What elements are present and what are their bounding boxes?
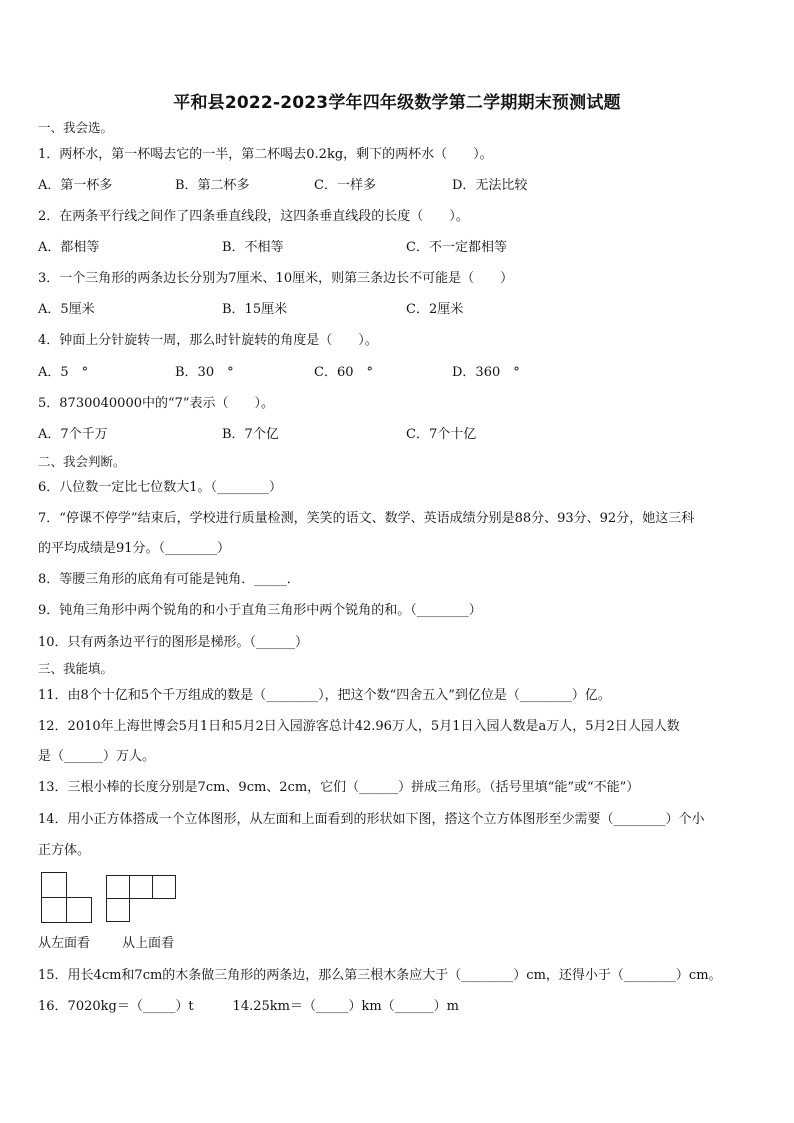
left-view-square [41, 897, 67, 923]
question-1: 1．两杯水，第一杯喝去它的一半，第二杯喝去0.2kg，剩下的两杯水（ ）。 [38, 147, 493, 162]
question-8: 8．等腰三角形的底角有可能是钝角．_____． [38, 572, 300, 587]
q3-option-c: C．2厘米 [406, 302, 464, 317]
section-heading-fill: 三、我能填。 [38, 661, 114, 676]
top-view-square [106, 898, 130, 922]
question-14-line-1: 14．用小正方体搭成一个立体图形，从左面和上面看到的形状如下图，搭这个立方体图形至少需要（________）个小 [38, 812, 705, 827]
section-heading-judge: 二、我会判断。 [38, 454, 126, 469]
q2-option-c: C．不一定都相等 [406, 240, 507, 255]
q3-option-b: B．15厘米 [222, 302, 288, 317]
top-view-square [129, 875, 153, 899]
q2-option-a: A．都相等 [38, 240, 100, 255]
q1-option-a: A．第一杯多 [38, 178, 113, 193]
top-view-caption: 从上面看 [122, 936, 175, 951]
left-view-caption: 从左面看 [38, 936, 91, 951]
question-15: 15．用长4cm和7cm的木条做三角形的两条边，那么第三根木条应大于（________）cm，还得小于（________）cm。 [38, 968, 722, 983]
q5-option-b: B．7个亿 [222, 427, 279, 442]
question-6: 6．八位数一定比七位数大1。（________） [38, 480, 283, 495]
q1-option-b: B．第二杯多 [175, 178, 250, 193]
question-2: 2．在两条平行线之间作了四条垂直线段，这四条垂直线段的长度（ ）。 [38, 209, 469, 224]
question-12-line-2: 是（______）万人。 [38, 749, 156, 764]
question-4: 4．钟面上分针旋转一周，那么时针旋转的角度是（ ）。 [38, 333, 378, 348]
top-view-square [106, 875, 130, 899]
section-heading-choice: 一、我会选。 [38, 120, 114, 135]
question-11: 11．由8个十亿和5个千万组成的数是（________），把这个数“四舍五入”到亿位是（________）亿。 [38, 688, 611, 703]
q1-option-d: D．无法比较 [452, 178, 528, 193]
question-9: 9．钝角三角形中两个锐角的和小于直角三角形中两个锐角的和。（________） [38, 603, 482, 618]
left-view-square [41, 872, 67, 898]
q4-option-a: A．5 ° [38, 365, 89, 380]
q2-option-b: B．不相等 [222, 240, 284, 255]
top-view-square [152, 875, 176, 899]
q5-option-a: A．7个千万 [38, 427, 108, 442]
q4-option-c: C．60 ° [314, 365, 373, 380]
q5-option-c: C．7个十亿 [406, 427, 477, 442]
q4-option-b: B．30 ° [175, 365, 234, 380]
question-14-line-2: 正方体。 [38, 843, 91, 858]
left-view-square [66, 897, 92, 923]
question-10: 10．只有两条边平行的图形是梯形。（______） [38, 635, 309, 650]
q1-option-c: C．一样多 [314, 178, 376, 193]
question-3: 3．一个三角形的两条边长分别为7厘米、10厘米，则第三条边长不可能是（ ） [38, 271, 514, 286]
question-7-line-1: 7．“停课不停学”结束后，学校进行质量检测，笑笑的语文、数学、英语成绩分别是88分、93分、92分，她这三科 [38, 511, 695, 526]
page-title: 平和县2022-2023学年四年级数学第二学期期末预测试题 [173, 93, 621, 113]
question-7-line-2: 的平均成绩是91分。（________） [38, 541, 231, 556]
question-5: 5．8730040000中的“7”表示（ ）。 [38, 396, 275, 411]
q4-option-d: D．360 ° [452, 365, 520, 380]
question-16: 16．7020kg＝（_____）t 14.25km＝（_____）km（______）m [38, 999, 460, 1014]
q3-option-a: A．5厘米 [38, 302, 95, 317]
question-12-line-1: 12．2010年上海世博会5月1日和5月2日入园游客总计42.96万人，5月1日入园人数是a万人，5月2日人园人数 [38, 719, 680, 734]
question-13: 13．三根小棒的长度分别是7cm、9cm、2cm，它们（______）拼成三角形。（括号里填“能”或“不能”） [38, 780, 640, 795]
